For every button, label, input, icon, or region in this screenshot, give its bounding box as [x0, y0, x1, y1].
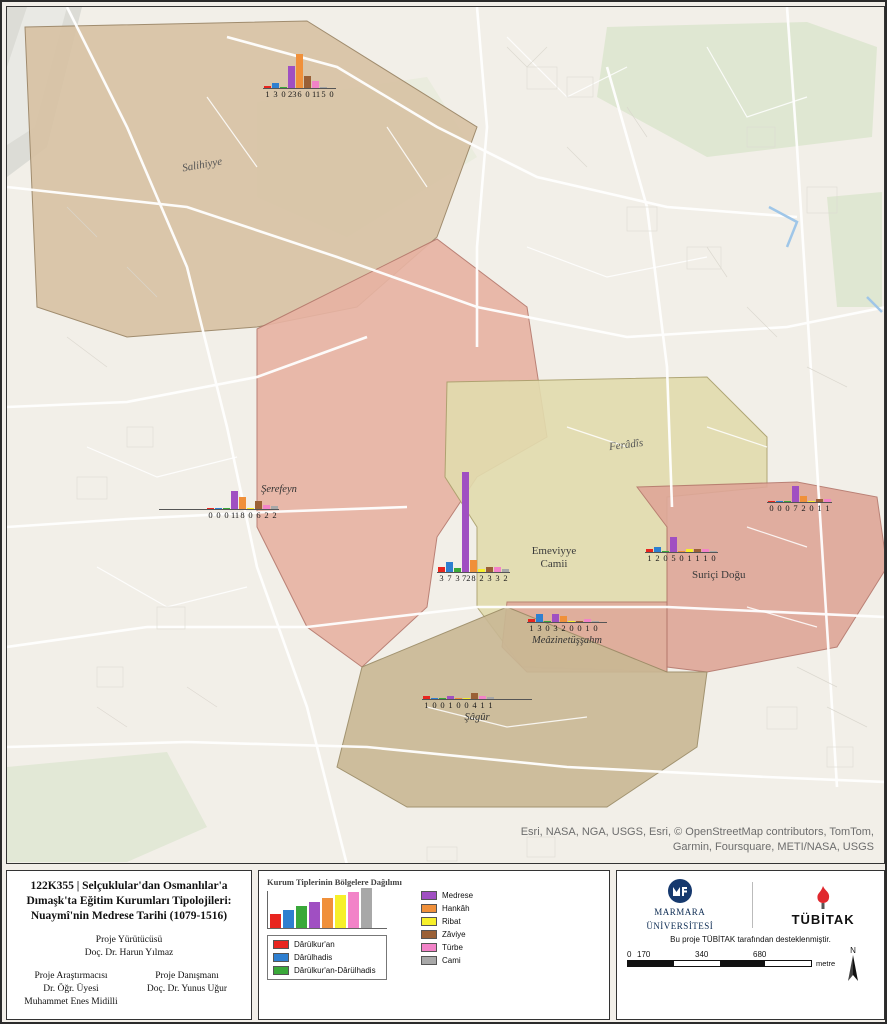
legend-label-darulkuran: Dârülkur'an — [294, 940, 335, 949]
cluster-values: 0 0 0 11 8 0 6 2 2 — [208, 510, 277, 520]
map-attribution — [521, 825, 874, 855]
tubitak-logo — [792, 885, 855, 925]
legend-label-zaviye: Zâviye — [442, 930, 466, 939]
cluster-values: 1 3 0 23 6 0 11 5 0 — [265, 89, 334, 99]
scale-tick-2: 340 — [695, 950, 709, 959]
basemap-graphic — [7, 7, 885, 864]
chart-cluster-meazinetussahm[interactable] — [527, 609, 607, 646]
north-label: N — [850, 946, 856, 955]
tubitak-flame-icon — [812, 885, 834, 911]
region-label-salihiyye: Salihiyye — [181, 155, 224, 175]
logo-divider — [752, 882, 753, 928]
legend-swatch-darulkuran — [273, 940, 289, 949]
legend-item-darulkuran[interactable] — [273, 940, 381, 949]
researcher-name: Muhammet Enes Midilli — [24, 997, 118, 1007]
scalebar-ticks — [627, 950, 874, 959]
scale-tick-3: 680 — [753, 950, 767, 959]
legend-panel — [258, 870, 610, 1020]
cluster-bars — [437, 473, 510, 573]
scalebar — [627, 946, 874, 990]
cluster-values: 3 7 3 72 8 2 3 3 2 — [439, 573, 508, 583]
legend-swatch-darulhadis — [273, 953, 289, 962]
legend-item-medrese[interactable] — [421, 891, 473, 900]
legend-swatch-medrese — [421, 891, 437, 900]
legend-item-hankah[interactable] — [421, 904, 473, 913]
legend-item-darulhadis[interactable] — [273, 953, 381, 962]
logo-panel — [616, 870, 885, 1020]
attribution-line-1: Esri, NASA, NGA, USGS, Esri, © OpenStreetMap contributors, TomTom, — [520, 826, 874, 838]
legend-label-darulkuran-darulhadis: Dârülkur'an-Dârülhadis — [294, 966, 376, 975]
bottom-panels — [6, 870, 885, 1020]
executive-name: Doç. Dr. Harun Yılmaz — [84, 948, 174, 958]
scalebar-unit: metre — [816, 959, 836, 968]
marmara-line2: ÜNİVERSİTESİ — [646, 921, 714, 931]
cluster-bars — [263, 55, 336, 89]
tubitak-text: TÜBİTAK — [791, 912, 855, 927]
legend-item-zaviye[interactable] — [421, 930, 473, 939]
legend-chart — [267, 891, 387, 980]
advisor-name: Doç. Dr. Yunus Uğur — [146, 984, 228, 994]
chart-cluster-surici-dogu[interactable] — [645, 535, 718, 563]
region-label-feradis: Ferâdîs — [608, 436, 644, 454]
cluster-values: 1 0 0 1 0 0 4 1 1 — [424, 700, 493, 710]
legend-chart-bars — [267, 891, 387, 929]
legend-label-hankah: Hankâh — [442, 904, 470, 913]
scale-tick-1: 170 — [637, 950, 651, 959]
project-title-line2: Dımaşk'ta Eğitim Kurumları Tipolojileri: — [26, 895, 232, 907]
legend-label-ribat: Ribat — [442, 917, 461, 926]
cluster-values: 0 0 0 7 2 0 1 1 — [769, 503, 830, 513]
chart-cluster-sagur[interactable] — [422, 688, 532, 723]
scale-tick-0: 0 — [627, 950, 632, 959]
cluster-label-serefeyn: Şerefeyn — [261, 484, 297, 495]
marmara-line1: MARMARA — [654, 907, 706, 917]
legend-item-ribat[interactable] — [421, 917, 473, 926]
chart-cluster-salihiyye[interactable] — [263, 55, 336, 99]
legend-items-left — [267, 935, 387, 980]
researcher-title: Dr. Öğr. Üyesi — [43, 984, 99, 994]
marmara-logo — [646, 878, 713, 932]
cluster-values: 1 2 0 5 0 1 1 1 0 — [647, 553, 716, 563]
legend-swatch-turbe — [421, 943, 437, 952]
legend-label-darulhadis: Dârülhadis — [294, 953, 333, 962]
attribution-line-2: Garmin, Foursquare, METI/NASA, USGS — [672, 841, 874, 853]
legend-label-medrese: Medrese — [442, 891, 474, 900]
cluster-values: 1 3 0 3 2 0 0 1 0 — [529, 623, 598, 633]
legend-swatch-hankah — [421, 904, 437, 913]
cluster-bars — [767, 485, 832, 503]
project-title-line1: 122K355 | Selçuklular'dan Osmanlılar'a — [30, 880, 228, 892]
region-label-emeviyye-camii: Emeviyye Camii — [531, 545, 577, 570]
researcher-role: Proje Araştırmacısı — [34, 971, 108, 981]
marmara-emblem-icon — [667, 878, 693, 904]
project-title-line3: Nuaymî'nin Medrese Tarihi (1079-1516) — [30, 910, 228, 922]
scalebar-bar — [627, 960, 812, 967]
legend-swatch-ribat — [421, 917, 437, 926]
cluster-label-sagur: Şâgûr — [464, 712, 490, 723]
legend-swatch-darulkuran-darulhadis — [273, 966, 289, 975]
cluster-bars — [422, 688, 532, 700]
support-text: Bu proje TÜBİTAK tarafından desteklenmiştir. — [670, 935, 831, 944]
legend-label-turbe: Türbe — [442, 943, 463, 952]
legend-swatch-zaviye — [421, 930, 437, 939]
executive-role: Proje Yürütücüsü — [95, 935, 163, 945]
legend-item-turbe[interactable] — [421, 943, 473, 952]
chart-cluster-serefeyn[interactable] — [159, 484, 297, 520]
legend-item-cami[interactable] — [421, 956, 473, 965]
title-panel — [6, 870, 252, 1020]
advisor-role: Proje Danışmanı — [155, 971, 219, 981]
north-arrow-icon — [846, 955, 860, 981]
cluster-label-meazinetussahm: Meâzinetüşşahm — [532, 635, 602, 646]
region-label-surici-dogu: Suriçi Doğu — [692, 569, 746, 581]
map-canvas[interactable] — [6, 6, 885, 864]
legend-items-right — [421, 891, 473, 980]
legend-label-cami: Cami — [442, 956, 461, 965]
legend-item-darulkuran-darulhadis[interactable] — [273, 966, 381, 975]
cluster-bars — [527, 609, 607, 623]
legend-swatch-cami — [421, 956, 437, 965]
chart-cluster-feradis[interactable] — [767, 485, 832, 513]
north-arrow — [846, 946, 860, 986]
cluster-bars — [645, 535, 718, 553]
chart-cluster-emeviyye[interactable] — [437, 473, 510, 583]
legend-title: Kurum Tiplerinin Bölgelere Dağılımı — [267, 877, 402, 887]
